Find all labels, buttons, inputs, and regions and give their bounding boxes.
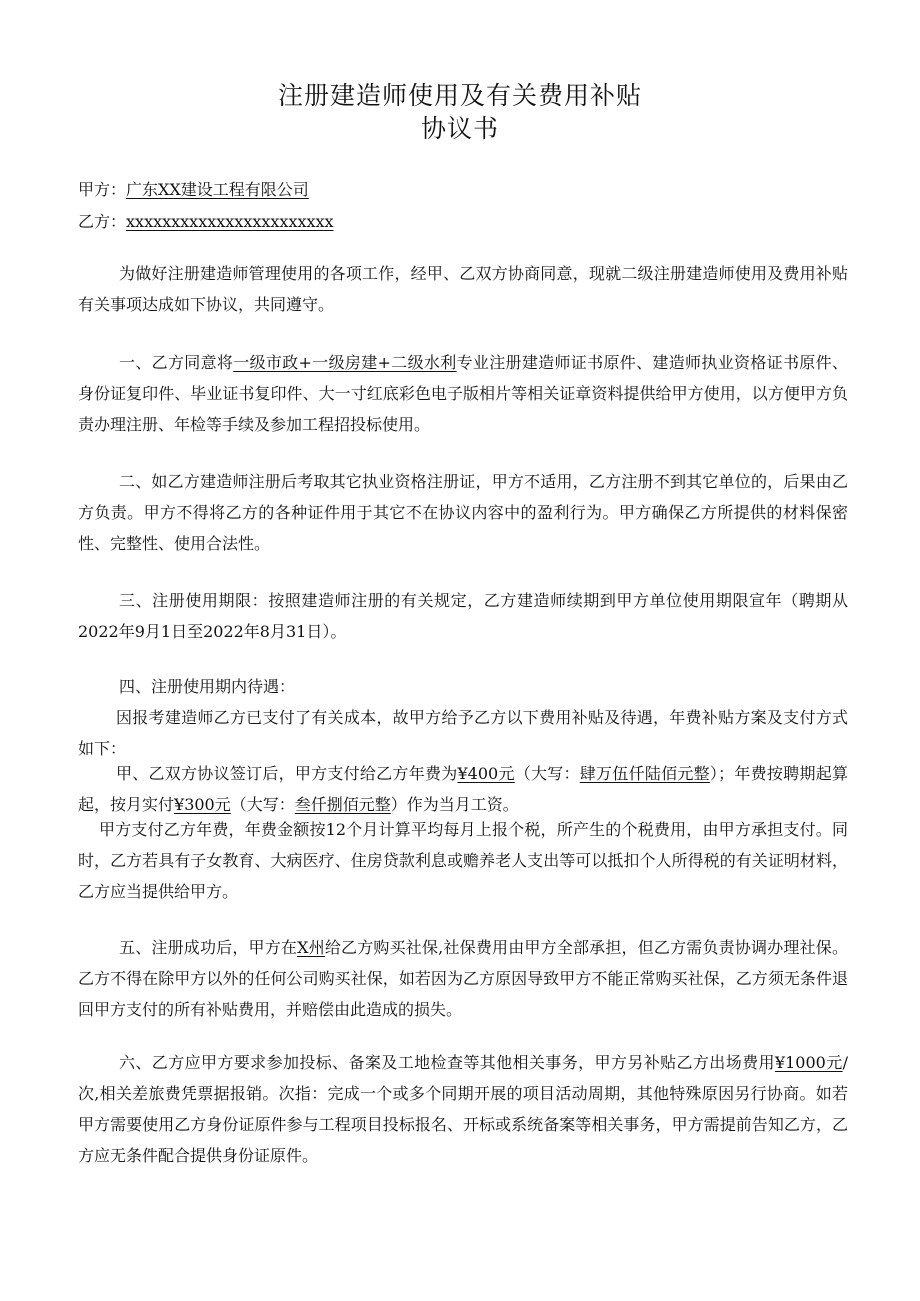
clause-6-prefix: 六、乙方应甲方要求参加投标、备案及工地检查等其他相关事务，甲方另补贴乙方出场费用 bbox=[119, 1053, 775, 1072]
clause-4-fee-prefix: 甲、乙双方协议签订后，甲方支付给乙方年费为 bbox=[116, 764, 458, 783]
clause-4-paragraph-2 bbox=[78, 758, 848, 820]
document-title-line1: 注册建造师使用及有关费用补贴 bbox=[277, 81, 642, 110]
party-a-line bbox=[78, 178, 309, 202]
monthly-fee-amount: ¥300元 bbox=[174, 795, 231, 814]
clause-4-upper-open: （大写： bbox=[514, 764, 580, 783]
clause-1-certificates: 一级市政+一级房建+二级水利 bbox=[233, 353, 457, 372]
clause-6-paragraph bbox=[78, 1047, 848, 1171]
party-b-name: xxxxxxxxxxxxxxxxxxxxxxx bbox=[126, 212, 334, 231]
party-a-label: 甲方： bbox=[78, 180, 127, 199]
intro-paragraph: 为做好注册建造师管理使用的各项工作，经甲、乙双方协商同意，现就二级注册建造师使用及费用补贴有关事项达成如下协议，共同遵守。 bbox=[78, 264, 848, 314]
clause-4-upper-open-2: （大写： bbox=[230, 795, 295, 814]
party-b-label: 乙方： bbox=[78, 212, 127, 231]
clause-3-paragraph: 三、注册使用期限：按照建造师注册的有关规定，乙方建造师续期到甲方单位使用期限宣年（聘期从2022年9月1日至2022年8月31日）。 bbox=[78, 591, 848, 641]
document-title-line2: 协议书 bbox=[420, 114, 499, 143]
party-b-line bbox=[78, 210, 334, 234]
social-security-location: X州 bbox=[297, 938, 325, 957]
clause-5-paragraph bbox=[78, 932, 848, 1025]
clause-6-body: /次,相关差旅费凭票据报销。次指：完成一个或多个同期开展的项目活动周期，其他特殊原因另行协商。如若甲方需要使用乙方身份证原件参与工程项目投标报名、开标或系统备案等相关事务，甲方需提前告知乙方，乙方应无条件配合提供身份证原件。 bbox=[78, 1053, 848, 1165]
clause-4-paragraph-3: 甲方支付乙方年费，年费金额按12个月计算平均每月上报个税，所产生的个税费用，由甲方承担支付。同时，乙方若具有子女教育、大病医疗、住房贷款利息或赡养老人支出等可以抵扣个人所得税的有关证明材料，乙方应当提供给甲方。 bbox=[78, 820, 848, 901]
clause-2-paragraph: 二、如乙方建造师注册后考取其它执业资格注册证，甲方不适用，乙方注册不到其它单位的，后果由乙方负责。甲方不得将乙方的各种证件用于其它不在协议内容中的盈利行为。甲方确保乙方所提供的材料保密性、完整性、使用合法性。 bbox=[78, 472, 848, 553]
clause-4-monthly-prefix: ）；年费按聘期起算起，按月实付 bbox=[78, 764, 848, 814]
monthly-fee-uppercase: 叁仟捌佰元整 bbox=[294, 795, 391, 814]
clause-1-prefix: 一、乙方同意将 bbox=[119, 353, 234, 372]
clause-5-body: 给乙方购买社保,社保费用由甲方全部承担，但乙方需负责协调办理社保。乙方不得在除甲方以外的任何公司购买社保，如若因为乙方原因导致甲方不能正常购买社保，乙方须无条件退回甲方支付的所有补贴费用，并赔偿由此造成的损失。 bbox=[78, 938, 848, 1019]
annual-fee-amount: ¥400元 bbox=[457, 764, 515, 783]
attendance-fee-amount: ¥1000元 bbox=[774, 1053, 843, 1072]
clause-4-fee-suffix: ）作为当月工资。 bbox=[390, 795, 519, 814]
clause-5-prefix: 五、注册成功后，甲方在 bbox=[119, 938, 298, 957]
party-a-name: 广东XX建设工程有限公司 bbox=[126, 180, 309, 199]
clause-1-body: 专业注册建造师证书原件、建造师执业资格证书原件、身份证复印件、毕业证书复印件、大一寸红底彩色电子版相片等相关证章资料提供给甲方使用，以方便甲方负责办理注册、年检等手续及参加工程招投标使用。 bbox=[78, 353, 848, 434]
clause-4-heading: 四、注册使用期内待遇： bbox=[119, 677, 296, 696]
annual-fee-uppercase: 肆万伍仟陆佰元整 bbox=[579, 764, 710, 783]
clause-1-paragraph bbox=[78, 347, 848, 440]
clause-4-paragraph-1: 因报考建造师乙方已支付了有关成本，故甲方给予乙方以下费用补贴及待遇，年费补贴方案及支付方式如下： bbox=[78, 708, 848, 758]
